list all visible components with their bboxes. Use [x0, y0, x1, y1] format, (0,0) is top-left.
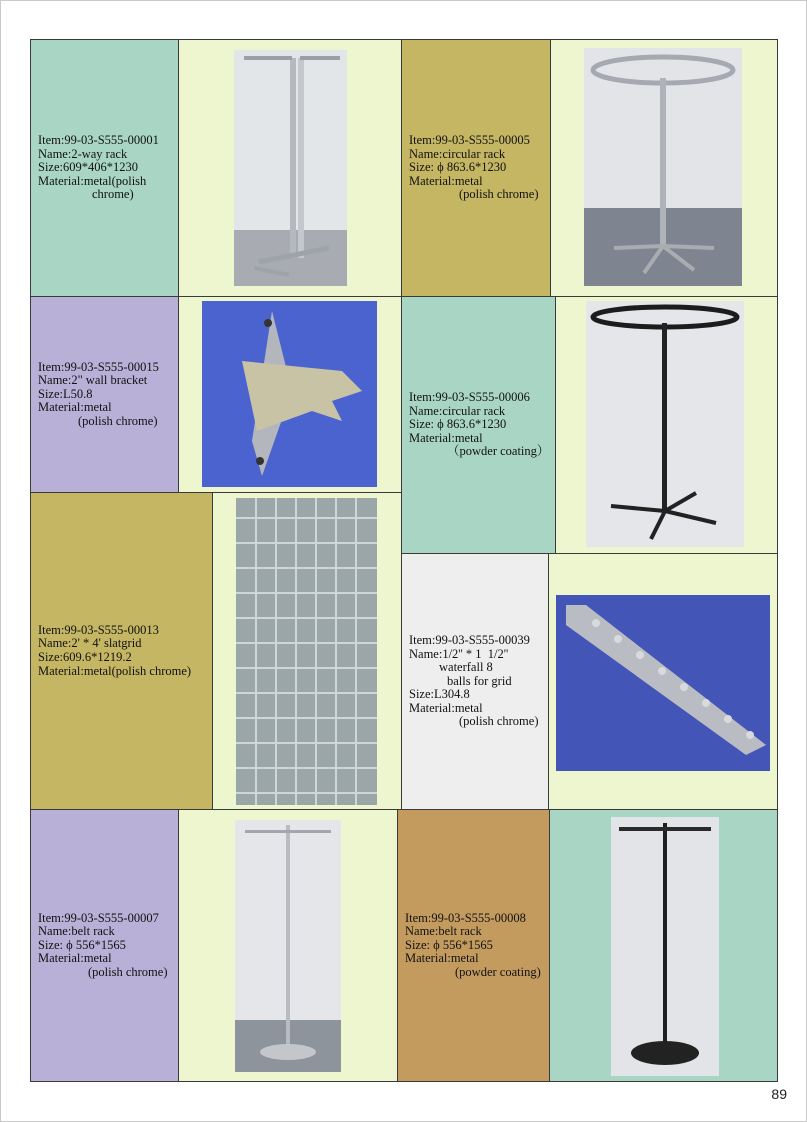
item-code: Item:99-03-S555-00015	[38, 359, 159, 374]
item-name: Name:2' * 4' slatgrid	[38, 636, 142, 651]
wall-bracket-photo	[202, 301, 377, 487]
page-number: 89	[771, 1086, 787, 1102]
item-size: Size: ϕ 863.6*1230	[409, 160, 507, 175]
item-size: Size: ϕ 863.6*1230	[409, 417, 507, 432]
item-material-2: (polish chrome)	[78, 413, 158, 428]
product-1-info	[30, 39, 179, 297]
product-6-info	[401, 553, 549, 810]
item-name: Name:belt rack	[38, 924, 115, 939]
item-name: Name:circular rack	[409, 403, 506, 418]
item-code: Item:99-03-S555-00006	[409, 390, 530, 405]
item-name: Name:belt rack	[405, 924, 482, 939]
item-size: Size: ϕ 556*1565	[38, 937, 126, 952]
product-8-image-cell	[549, 809, 778, 1082]
item-material-2: (polish chrome)	[459, 187, 539, 202]
item-name: Name:1/2'' * 1 1/2''	[409, 646, 509, 661]
item-material-2: (powder coating)	[455, 964, 541, 979]
product-7-image-cell	[178, 809, 398, 1082]
item-code: Item:99-03-S555-00005	[409, 133, 530, 148]
product-2-info	[401, 39, 551, 297]
belt-rack-black-photo	[611, 817, 719, 1076]
product-3-image-cell	[178, 296, 402, 493]
item-size: Size:L304.8	[409, 687, 470, 702]
item-code: Item:99-03-S555-00008	[405, 910, 526, 925]
item-material-2: chrome)	[92, 187, 134, 202]
item-name: Name:circular rack	[409, 146, 506, 161]
belt-rack-chrome-photo	[235, 820, 341, 1072]
product-4-info	[401, 296, 556, 554]
item-material: Material:metal	[409, 700, 483, 715]
circular-rack-chrome-photo	[584, 48, 742, 286]
two-way-rack-photo	[234, 50, 347, 286]
item-code: Item:99-03-S555-00001	[38, 133, 159, 148]
waterfall-bracket-photo	[556, 595, 770, 771]
item-material-2: （powder coating）	[447, 444, 550, 459]
item-material: Material:metal	[405, 951, 479, 966]
product-5-info	[30, 492, 213, 810]
item-code: Item:99-03-S555-00039	[409, 632, 530, 647]
item-size: Size:609*406*1230	[38, 160, 138, 175]
product-7-info	[30, 809, 179, 1082]
item-code: Item:99-03-S555-00013	[38, 622, 159, 637]
item-material: Material:metal	[409, 430, 483, 445]
item-material: Material:metal	[409, 173, 483, 188]
product-1-image-cell	[178, 39, 402, 297]
product-3-info	[30, 296, 179, 493]
item-material-2: (polish chrome)	[459, 714, 539, 729]
item-material: Material:metal	[38, 400, 112, 415]
product-5-image-cell	[212, 492, 402, 810]
item-size: Size: ϕ 556*1565	[405, 937, 493, 952]
circular-rack-black-photo	[586, 301, 744, 547]
product-6-image-cell	[548, 553, 778, 810]
item-size: Size:L50.8	[38, 386, 93, 401]
item-name-3: balls for grid	[447, 673, 512, 688]
product-2-image-cell	[550, 39, 778, 297]
slatgrid-photo	[236, 498, 377, 805]
item-code: Item:99-03-S555-00007	[38, 910, 159, 925]
item-material: Material:metal	[38, 951, 112, 966]
product-8-info	[397, 809, 550, 1082]
item-name-2: waterfall 8	[439, 660, 493, 675]
item-name: Name:2-way rack	[38, 146, 128, 161]
item-size: Size:609.6*1219.2	[38, 650, 132, 664]
item-material: Material:metal(polish chrome)	[38, 663, 192, 678]
product-4-image-cell	[555, 296, 778, 554]
item-material: Material:metal(polish	[38, 173, 147, 188]
item-material-2: (polish chrome)	[88, 964, 168, 979]
item-name: Name:2" wall bracket	[38, 373, 148, 388]
